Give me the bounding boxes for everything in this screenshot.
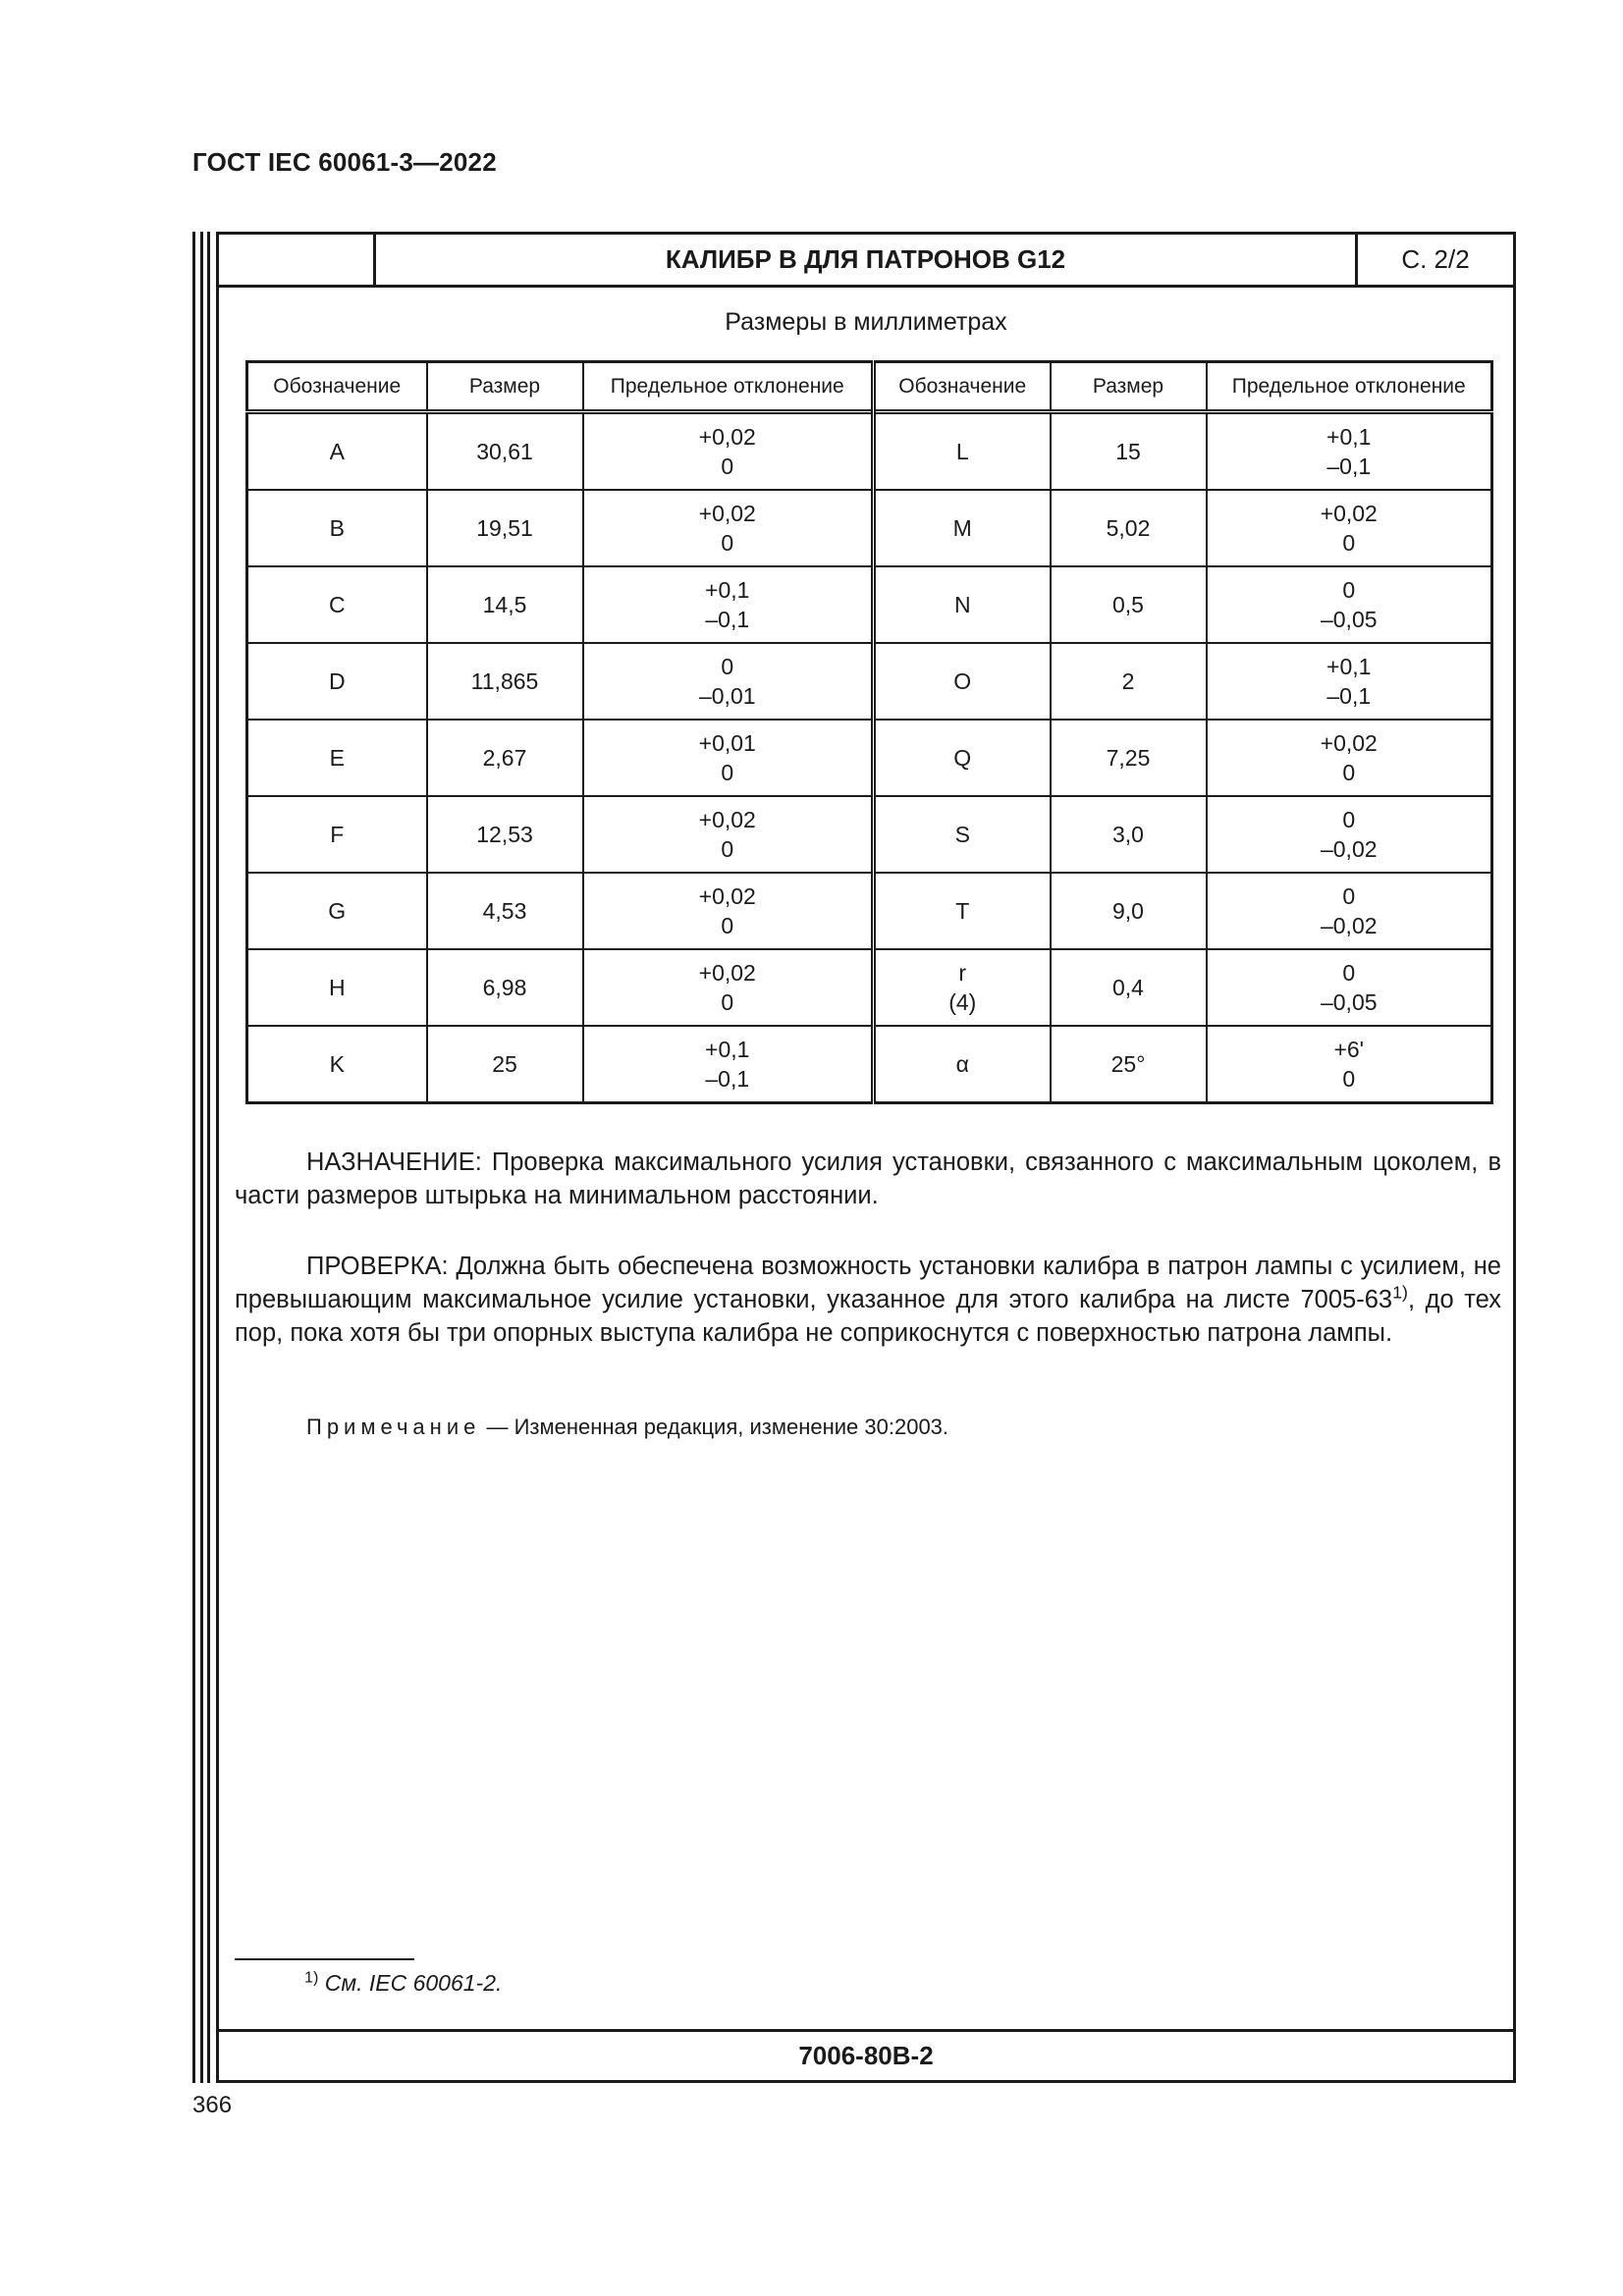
table-cell [583,566,874,643]
cell-line: K [329,1051,345,1077]
table-cell [1207,1026,1492,1103]
cell-line: 25 [492,1051,517,1077]
dimensions-table [245,360,1493,1104]
table-cell [427,412,583,491]
cell-line: +0,1 [1326,424,1372,450]
cell-line: L [955,439,969,464]
table-cell [1051,720,1207,796]
cell-line: Q [953,745,972,771]
cell-line: –0,02 [1320,913,1378,938]
table-cell [247,873,427,949]
margin-line [192,232,195,2083]
table-cell [1051,490,1207,566]
table-cell [247,490,427,566]
table-cell [427,643,583,720]
cell-line: 0 [721,654,734,679]
sheet-title: КАЛИБР B ДЛЯ ПАТРОНОВ G12 [376,235,1358,285]
cell-line: E [329,745,345,771]
cell-line: 5,02 [1106,515,1151,541]
purpose-paragraph [235,1146,1501,1212]
footnote [304,1970,502,1997]
note-label: Примечание [306,1415,481,1439]
cell-line: N [953,592,971,617]
cell-line: C [328,592,346,617]
table-cell [583,1026,874,1103]
purpose-text: НАЗНАЧЕНИЕ: Проверка максимального усилия установки, связанного с максимальным цоколем, в части размеров штырька на минимальном расстоянии. [235,1148,1501,1209]
table-row [247,490,1492,566]
cell-line: 2,67 [482,745,527,771]
column-header: Обозначение [874,362,1051,412]
cell-line: H [328,975,346,1000]
table-cell [427,566,583,643]
footnote-marker: 1) [304,1968,319,1987]
table-cell [427,490,583,566]
cell-line: 3,0 [1112,822,1144,847]
cell-line: D [328,668,346,694]
cell-line: +0,02 [698,960,756,986]
cell-line: r [958,960,967,986]
cell-line: 0 [721,836,734,862]
title-row [219,235,1513,288]
table-cell [1051,643,1207,720]
cell-line: B [329,515,345,541]
note [306,1415,948,1440]
table-row [247,1026,1492,1103]
cell-line: 0 [1342,807,1356,832]
cell-line: –0,1 [705,607,750,632]
table-cell [874,720,1051,796]
cell-line: –0,1 [705,1066,750,1092]
cell-line: +0,1 [705,1037,750,1062]
table-row [247,873,1492,949]
cell-line: S [954,822,970,847]
table-cell [874,949,1051,1026]
table-cell [427,949,583,1026]
cell-line: +0,1 [1326,654,1372,679]
footnote-text: См. IEC 60061-2. [324,1970,503,1996]
check-text-after: , до тех пор, пока хотя бы три опорных выступа калибра не соприкоснутся с поверхностью патрона лампы. [235,1286,1501,1347]
table-row [247,412,1492,491]
cell-line: –0,01 [698,683,756,709]
table-cell [1207,490,1492,566]
table-cell [1051,873,1207,949]
check-paragraph [235,1250,1501,1350]
table-cell [247,796,427,873]
cell-line: +0,02 [698,883,756,909]
table-cell [583,490,874,566]
cell-line: 11,865 [470,668,539,694]
cell-line: 2 [1121,668,1135,694]
table-cell [427,720,583,796]
table-cell [247,1026,427,1103]
page-number: 366 [192,2092,233,2118]
doc-header: ГОСТ IEC 60061-3—2022 [192,147,497,177]
margin-line [207,232,210,2083]
sheet-frame [216,232,1516,2083]
cell-line: 19,51 [476,515,533,541]
table-cell [874,490,1051,566]
cell-line: 0 [1342,577,1356,603]
table-cell [874,643,1051,720]
cell-line: 7,25 [1106,745,1151,771]
cell-line: 0 [721,913,734,938]
table-header-row [247,362,1492,412]
table-cell [1051,796,1207,873]
table-cell [427,796,583,873]
column-header: Обозначение [247,362,427,412]
table-cell [1051,566,1207,643]
table-cell [1207,566,1492,643]
table-cell [874,566,1051,643]
cell-line: (4) [948,989,977,1015]
cell-line: 15 [1115,439,1141,464]
cell-line: +0,02 [1320,501,1378,526]
cell-line: –0,05 [1320,989,1378,1015]
table-cell [583,643,874,720]
cell-line: 0 [721,530,734,556]
column-header: Предельное отклонение [583,362,874,412]
table-cell [874,412,1051,491]
cell-line: 0 [1342,960,1356,986]
cell-line: 4,53 [482,898,527,924]
table-cell [247,720,427,796]
cell-line: 30,61 [476,439,533,464]
footnote-ref: 1) [1392,1282,1408,1303]
column-header: Предельное отклонение [1207,362,1492,412]
table-row [247,720,1492,796]
cell-line: 25° [1110,1051,1146,1077]
check-text-before: ПРОВЕРКА: Должна быть обеспечена возможность установки калибра в патрон лампы с усилием, не превышающим максимальное усилие установки, указанное для этого калибра на листе 7005-63 [235,1253,1501,1313]
table-cell [874,873,1051,949]
cell-line: –0,05 [1320,607,1378,632]
cell-line: 0 [721,760,734,785]
units-caption: Размеры в миллиметрах [725,308,1007,336]
table-cell [583,796,874,873]
table-cell [874,1026,1051,1103]
table-cell [874,796,1051,873]
cell-line: 0 [1342,883,1356,909]
table-row [247,643,1492,720]
table-cell [427,873,583,949]
footnote-separator [235,1958,414,1960]
cell-line: 0 [1342,1066,1356,1092]
table-cell [427,1026,583,1103]
cell-line: –0,1 [1326,454,1372,479]
cell-line: 0 [721,989,734,1015]
cell-line: +0,02 [698,807,756,832]
cell-line: T [955,898,970,924]
table-cell [1051,1026,1207,1103]
table-cell [583,412,874,491]
table-row [247,949,1492,1026]
table-cell [1207,643,1492,720]
cell-line: 0,4 [1112,975,1144,1000]
cell-line: 0 [1342,760,1356,785]
column-header: Размер [427,362,583,412]
column-header: Размер [1051,362,1207,412]
cell-line: +0,02 [698,501,756,526]
cell-line: 0 [721,454,734,479]
cell-line: 0 [1342,530,1356,556]
cell-line: –0,1 [1326,683,1372,709]
table-cell [1051,412,1207,491]
cell-line: O [953,668,972,694]
cell-line: +0,02 [1320,730,1378,756]
table-cell [247,949,427,1026]
table-cell [247,643,427,720]
cell-line: M [952,515,972,541]
sheet-code: 7006-80B-2 [219,2029,1513,2080]
cell-line: +0,1 [705,577,750,603]
cell-line: α [955,1051,969,1077]
cell-line: F [330,822,345,847]
sheet-page-ref: С. 2/2 [1401,244,1470,274]
cell-line: 6,98 [482,975,527,1000]
table-cell [583,949,874,1026]
table-cell [583,720,874,796]
table-cell [1207,720,1492,796]
cell-line: 0,5 [1112,592,1144,617]
cell-line: +0,01 [698,730,756,756]
cell-line: +6' [1333,1037,1365,1062]
cell-line: 9,0 [1112,898,1144,924]
table-cell [583,873,874,949]
table-cell [247,412,427,491]
cell-line: 14,5 [482,592,527,617]
cell-line: 12,53 [476,822,533,847]
cell-line: G [328,898,347,924]
note-text: — Измененная редакция, изменение 30:2003. [480,1415,949,1439]
table-row [247,566,1492,643]
dimensions-table-wrap [245,360,1490,1104]
table-cell [247,566,427,643]
table-cell [1207,412,1492,491]
cell-line: +0,02 [698,424,756,450]
table-cell [1207,873,1492,949]
cell-line: A [329,439,345,464]
cell-line: –0,02 [1320,836,1378,862]
table-cell [1051,949,1207,1026]
table-body [247,412,1492,1103]
margin-line [200,232,203,2083]
title-blank-cell [219,235,376,285]
table-row [247,796,1492,873]
table-cell [1207,949,1492,1026]
table-cell [1207,796,1492,873]
